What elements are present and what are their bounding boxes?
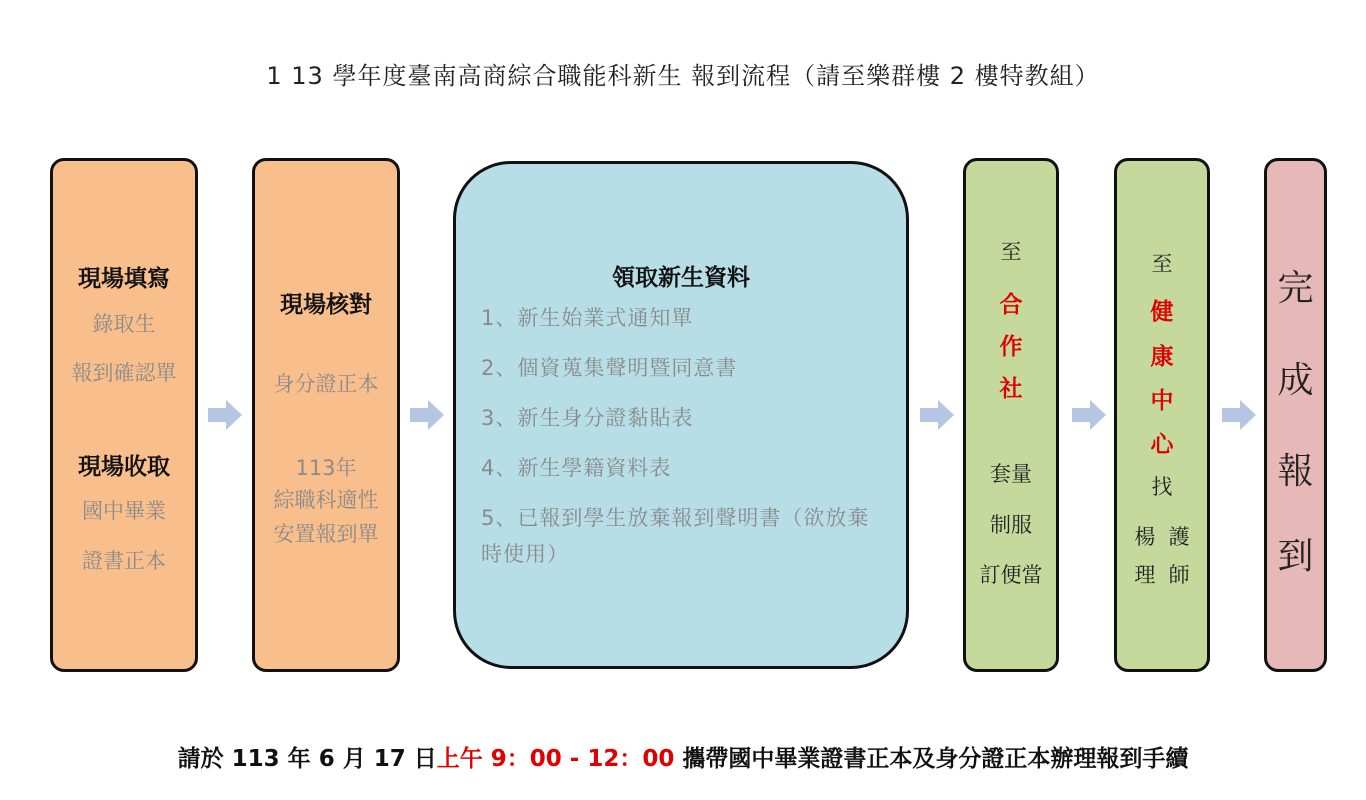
step4-prefix: 至 [1000, 240, 1022, 264]
place-char: 中 [1150, 388, 1174, 414]
step1-heading-fill: 現場填寫 [78, 266, 170, 292]
step5-prefix: 至 [1151, 252, 1173, 276]
step2-heading: 現場核對 [280, 292, 372, 318]
cooperative-task: 制服 [990, 513, 1032, 537]
place-char: 康 [1150, 344, 1174, 370]
place-char: 健 [1150, 299, 1174, 325]
material-item: 5、已報到學生放棄報到聲明書（欲放棄時使用） [481, 506, 870, 566]
arrow-right-icon [410, 400, 444, 430]
complete-char: 到 [1277, 536, 1314, 577]
step2-line: 113年 [295, 456, 357, 480]
complete-char: 報 [1277, 451, 1314, 492]
place-char: 社 [999, 376, 1023, 402]
arrow-right-icon [920, 400, 954, 430]
cooperative-task: 訂便當 [979, 563, 1043, 587]
step-onsite-verify-box [252, 158, 400, 672]
step-collect-materials-box [453, 161, 909, 669]
page-title: 1 13 學年度臺南高商綜合職能科新生 報到流程（請至樂群樓 2 樓特教組） [266, 62, 1100, 90]
step1-line: 報到確認單 [71, 361, 177, 385]
step-health-center-box [1114, 158, 1210, 672]
step-complete-box [1264, 158, 1327, 672]
footer-instruction [0, 740, 1366, 773]
complete-char: 完 [1277, 268, 1314, 309]
arrow-right-icon [208, 400, 242, 430]
step5-verb: 找 [1151, 475, 1173, 499]
arrow-right-icon [1072, 400, 1106, 430]
material-item: 4、新生學籍資料表 [481, 456, 672, 480]
place-char: 合 [999, 292, 1023, 318]
step2-line: 身分證正本 [273, 372, 379, 396]
complete-char: 成 [1277, 360, 1314, 401]
step1-line: 證書正本 [82, 549, 166, 573]
step2-line: 安置報到單 [273, 522, 379, 546]
footer-requirements: 攜帶國中畢業證書正本及身分證正本辦理報到手續 [674, 746, 1189, 772]
footer-time-highlight: 上午 9：00 - 12：00 [436, 746, 675, 772]
step1-line: 錄取生 [92, 312, 156, 336]
step-onsite-fill-box [50, 158, 198, 672]
material-item: 3、新生身分證黏貼表 [481, 406, 694, 430]
place-char: 作 [999, 334, 1023, 360]
step2-line: 綜職科適性 [273, 488, 379, 512]
step1-heading-collect: 現場收取 [78, 454, 170, 480]
material-item: 2、個資蒐集聲明暨同意書 [481, 356, 738, 380]
nurse-label: 理 師 [1134, 563, 1190, 587]
place-char: 心 [1150, 432, 1174, 458]
cooperative-task: 套量 [990, 462, 1032, 486]
step3-heading: 領取新生資料 [612, 265, 750, 291]
nurse-label: 楊 護 [1134, 525, 1190, 549]
step1-line: 國中畢業 [82, 499, 166, 523]
arrow-right-icon [1222, 400, 1256, 430]
footer-date: 請於 113 年 6 月 17 日 [177, 746, 437, 772]
step-cooperative-box [963, 158, 1059, 672]
material-item: 1、新生始業式通知單 [481, 306, 694, 330]
